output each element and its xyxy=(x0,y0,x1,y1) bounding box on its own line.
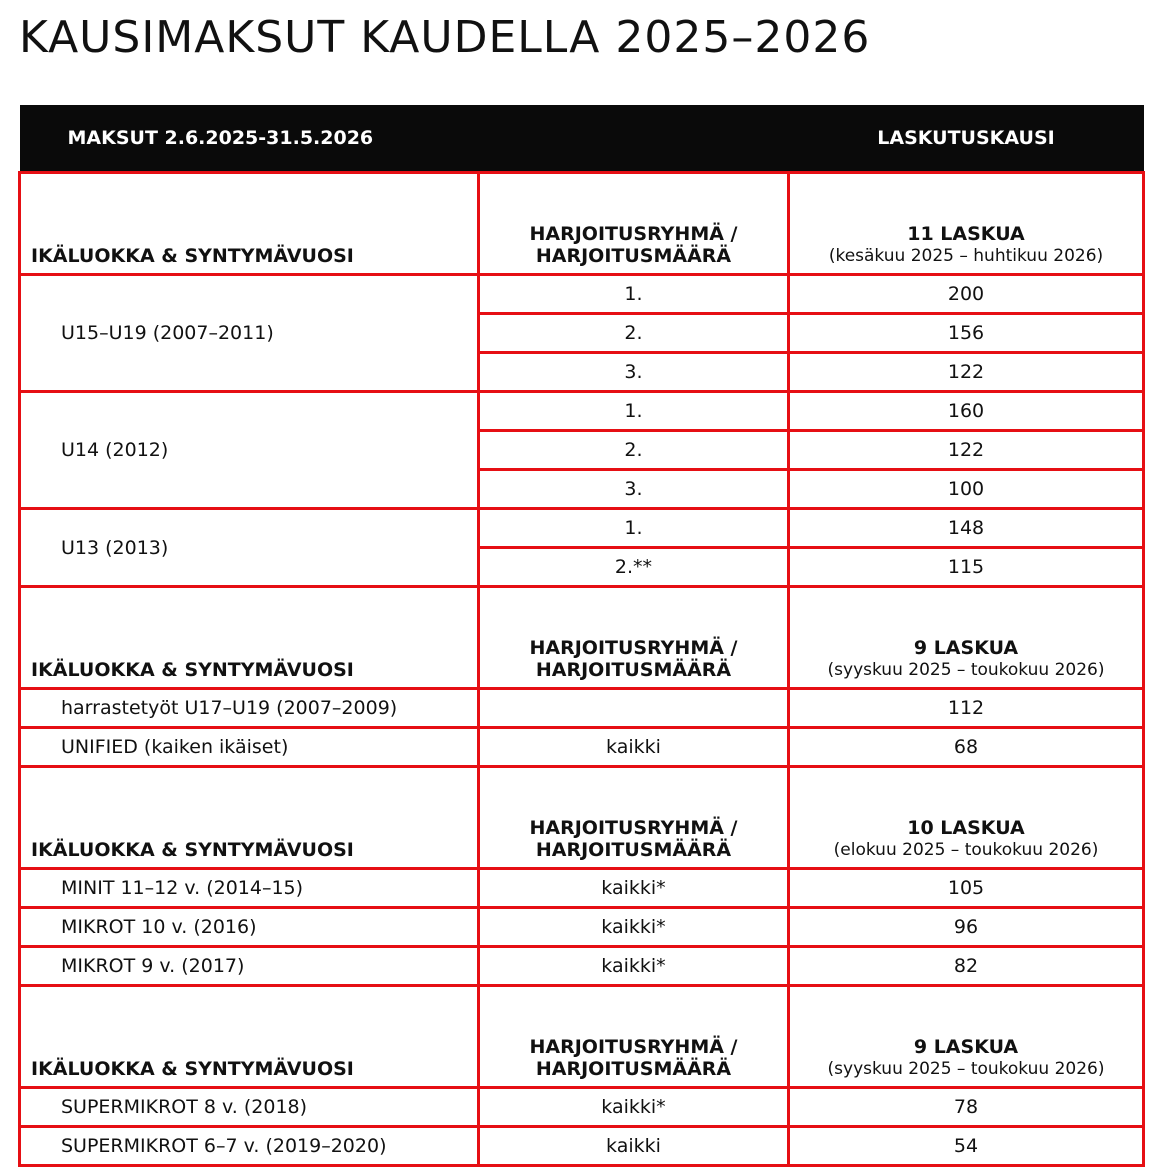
training-group-cell: kaikki* xyxy=(479,908,789,947)
age-group-cell: SUPERMIKROT 8 v. (2018) xyxy=(20,1088,479,1127)
invoice-count: 10 LASKUA xyxy=(907,817,1025,839)
section-header-row xyxy=(20,173,1144,275)
training-group-cell: kaikki* xyxy=(479,947,789,986)
training-group-cell: 3. xyxy=(479,470,789,509)
table-header-row xyxy=(20,105,1144,173)
fee-cell: 68 xyxy=(789,728,1144,767)
fee-cell: 115 xyxy=(789,548,1144,587)
column-group-label-line1: HARJOITUSRYHMÄ / xyxy=(529,817,738,839)
training-group-cell: 1. xyxy=(479,275,789,314)
table-row xyxy=(20,947,1144,986)
table-row xyxy=(20,689,1144,728)
fee-cell: 54 xyxy=(789,1127,1144,1166)
column-age-label: IKÄLUOKKA & SYNTYMÄVUOSI xyxy=(20,986,479,1088)
fee-cell: 96 xyxy=(789,908,1144,947)
header-empty-cell xyxy=(479,105,789,173)
column-age-label: IKÄLUOKKA & SYNTYMÄVUOSI xyxy=(20,767,479,869)
invoice-count: 9 LASKUA xyxy=(913,637,1019,659)
age-group-cell: U14 (2012) xyxy=(20,392,479,509)
column-group-label xyxy=(479,986,789,1088)
fee-cell: 105 xyxy=(789,869,1144,908)
invoice-count: 9 LASKUA xyxy=(913,1036,1019,1058)
column-group-label xyxy=(479,173,789,275)
table-row xyxy=(20,728,1144,767)
training-group-cell xyxy=(479,689,789,728)
table-row xyxy=(20,869,1144,908)
training-group-cell: kaikki xyxy=(479,728,789,767)
section-header-row xyxy=(20,986,1144,1088)
column-group-label-line1: HARJOITUSRYHMÄ / xyxy=(529,223,738,245)
column-group-label-line2: HARJOITUSMÄÄRÄ xyxy=(535,839,732,861)
billing-period: (elokuu 2025 – toukokuu 2026) xyxy=(833,840,1099,860)
billing-info xyxy=(789,767,1144,869)
header-billing-period: LASKUTUSKAUSI xyxy=(789,105,1144,173)
column-age-label: IKÄLUOKKA & SYNTYMÄVUOSI xyxy=(20,587,479,689)
billing-period: (kesäkuu 2025 – huhtikuu 2026) xyxy=(828,246,1104,266)
age-group-cell: SUPERMIKROT 6–7 v. (2019–2020) xyxy=(20,1127,479,1166)
table-row xyxy=(20,509,1144,548)
billing-period: (syyskuu 2025 – toukokuu 2026) xyxy=(827,1059,1105,1079)
training-group-cell: 2.** xyxy=(479,548,789,587)
column-group-label xyxy=(479,587,789,689)
fee-cell: 100 xyxy=(789,470,1144,509)
table-row xyxy=(20,908,1144,947)
table-row xyxy=(20,275,1144,314)
fee-cell: 78 xyxy=(789,1088,1144,1127)
section-header-row xyxy=(20,767,1144,869)
training-group-cell: 2. xyxy=(479,314,789,353)
billing-info xyxy=(789,173,1144,275)
column-group-label-line1: HARJOITUSRYHMÄ / xyxy=(529,1036,738,1058)
billing-info xyxy=(789,986,1144,1088)
fee-cell: 122 xyxy=(789,353,1144,392)
training-group-cell: 1. xyxy=(479,392,789,431)
training-group-cell: kaikki* xyxy=(479,869,789,908)
page-title: KAUSIMAKSUT KAUDELLA 2025–2026 xyxy=(19,12,871,63)
column-group-label xyxy=(479,767,789,869)
training-group-cell: 1. xyxy=(479,509,789,548)
training-group-cell: kaikki* xyxy=(479,1088,789,1127)
fee-cell: 160 xyxy=(789,392,1144,431)
invoice-count: 11 LASKUA xyxy=(907,223,1025,245)
header-fees-period: MAKSUT 2.6.2025-31.5.2026 xyxy=(20,105,479,173)
age-group-cell: harrastetyöt U17–U19 (2007–2009) xyxy=(20,689,479,728)
section-header-row xyxy=(20,587,1144,689)
age-group-cell: MIKROT 10 v. (2016) xyxy=(20,908,479,947)
fee-cell: 112 xyxy=(789,689,1144,728)
column-group-label-line2: HARJOITUSMÄÄRÄ xyxy=(535,245,732,267)
fee-cell: 148 xyxy=(789,509,1144,548)
age-group-cell: MIKROT 9 v. (2017) xyxy=(20,947,479,986)
age-group-cell: U13 (2013) xyxy=(20,509,479,587)
table-row xyxy=(20,392,1144,431)
fee-cell: 156 xyxy=(789,314,1144,353)
fee-cell: 82 xyxy=(789,947,1144,986)
table-row xyxy=(20,1088,1144,1127)
column-age-label: IKÄLUOKKA & SYNTYMÄVUOSI xyxy=(20,173,479,275)
training-group-cell: 3. xyxy=(479,353,789,392)
training-group-cell: 2. xyxy=(479,431,789,470)
fee-cell: 200 xyxy=(789,275,1144,314)
column-group-label-line1: HARJOITUSRYHMÄ / xyxy=(529,637,738,659)
table-row xyxy=(20,1127,1144,1166)
fee-cell: 122 xyxy=(789,431,1144,470)
age-group-cell: U15–U19 (2007–2011) xyxy=(20,275,479,392)
column-group-label-line2: HARJOITUSMÄÄRÄ xyxy=(535,1058,732,1080)
billing-period: (syyskuu 2025 – toukokuu 2026) xyxy=(827,660,1105,680)
billing-info xyxy=(789,587,1144,689)
age-group-cell: UNIFIED (kaiken ikäiset) xyxy=(20,728,479,767)
fee-table xyxy=(18,105,1145,1167)
training-group-cell: kaikki xyxy=(479,1127,789,1166)
age-group-cell: MINIT 11–12 v. (2014–15) xyxy=(20,869,479,908)
column-group-label-line2: HARJOITUSMÄÄRÄ xyxy=(535,659,732,681)
